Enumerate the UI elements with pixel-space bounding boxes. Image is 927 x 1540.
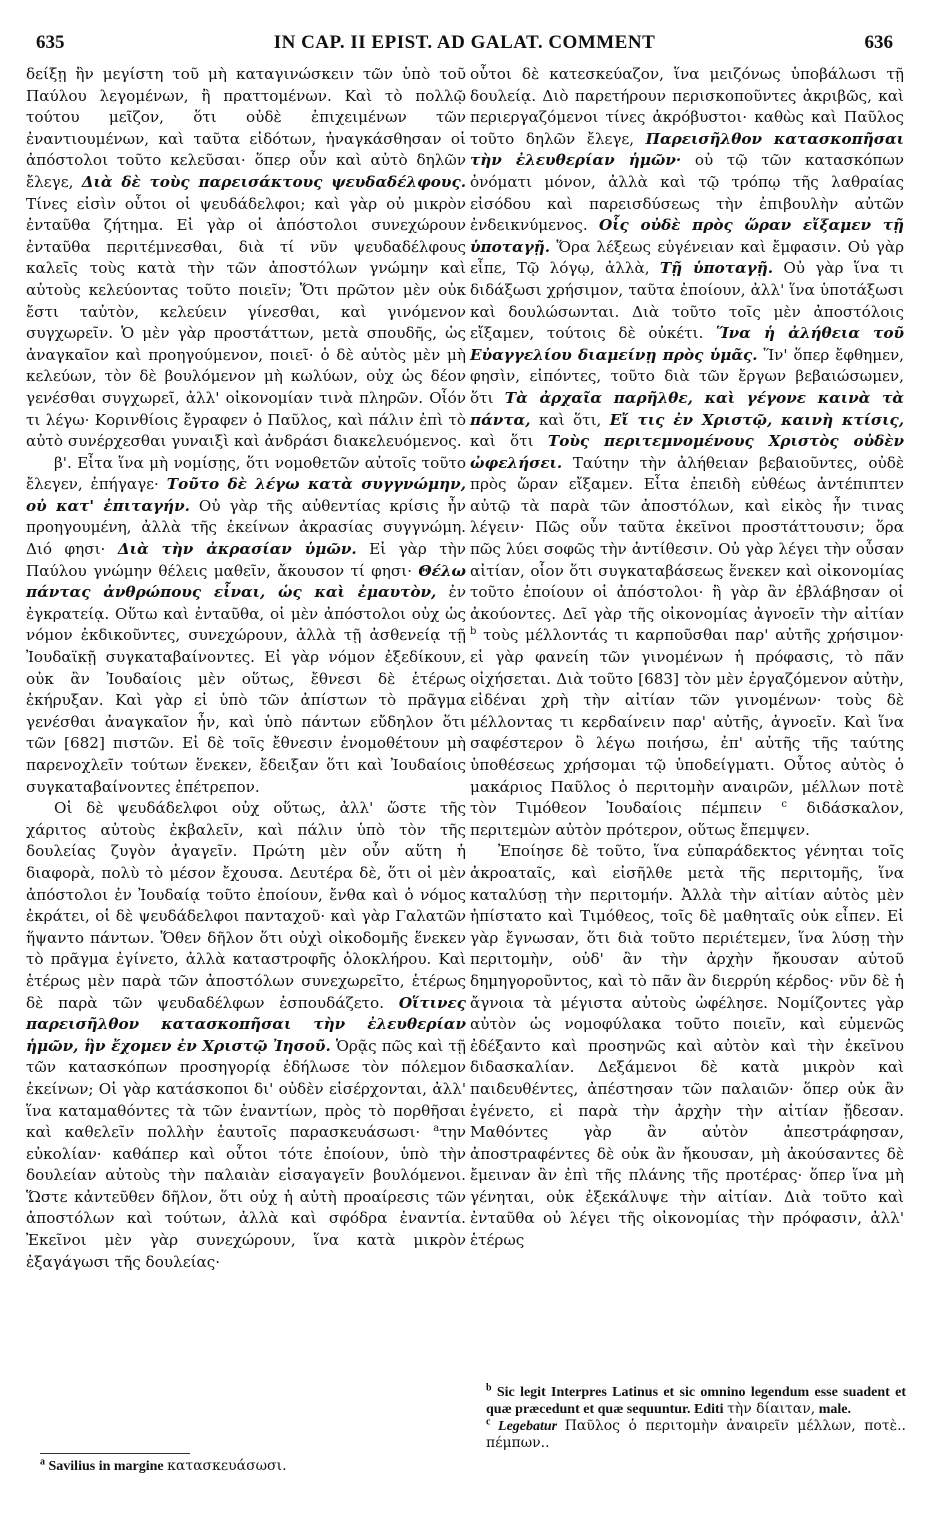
text-run: καὶ ὅτι, bbox=[530, 410, 610, 429]
scripture-quote: Τοὺς περιτεμνομένους Χριστὸς οὐδὲν ὠφελήσει. bbox=[470, 432, 905, 472]
footnote-text: Legebatur bbox=[490, 1419, 565, 1434]
footnote-marker: b bbox=[470, 626, 477, 638]
text-run: οὗτοι δὲ κατεσκεύαζον, ἵνα μειζόνως ὑποβάλωσι τῇ δουλείᾳ. Διὸ παρετήρουν περισκοποῦντες ἀκριβῶς, καὶ περιεργαζόμενοι τίνες ἀκρόβυστοι· καθὼς καὶ Παῦλος τοῦτο δηλῶν ἔλεγε, bbox=[470, 65, 904, 148]
running-title: IN CAP. II EPIST. AD GALAT. COMMENT bbox=[273, 32, 656, 53]
page-number-right: 636 bbox=[864, 32, 893, 53]
paragraph bbox=[26, 453, 466, 799]
right-column bbox=[470, 64, 904, 1252]
text-run: την εὐκολίαν· καθάπερ καὶ οὗτοι τότε ἐποίουν, ὑπὸ τὴν δουλείαν αὐτοὺς τὴν παλαιὰν εἰσαγαγεῖν βουλόμενοι. Ὥστε κἀντεῦθεν δῆλον, ὅτι οὐχ ἡ αὐτὴ προαίρεσις τῶν ἀποστόλων καὶ τούτων, ἀλλὰ καὶ σφόδρα ἐναντία. Ἐκεῖνοι μὲν γὰρ συνεχώρουν, ἵνα κατὰ μικρὸν ἐξαγάγωσι τῆς δουλείας· bbox=[26, 1123, 466, 1271]
scripture-quote: Τὰ ἀρχαῖα παρῆλθε, καὶ γέγονε καινὰ τὰ πάντα, bbox=[470, 388, 904, 429]
footnote-b bbox=[486, 1384, 906, 1418]
footnote-text: male. bbox=[815, 1402, 851, 1417]
text-run: καὶ ὅτι bbox=[470, 432, 548, 451]
left-column bbox=[26, 64, 466, 1273]
footnote-greek: κατασκευάσωσι. bbox=[167, 1458, 287, 1474]
footnote-greek: τὴν δίαιταν, bbox=[727, 1401, 816, 1417]
text-run: Οὐ γὰρ τῆς αὐθεντίας κρίσις ἦν προηγουμένη, ἀλλὰ τῆς ἐκείνων ἀκρασίας συγγνώμη. Διό φησι· bbox=[26, 496, 466, 559]
text-run: β'. Εἶτα ἵνα μὴ νομίσῃς, ὅτι νομοθετῶν αὐτοῖς τοῦτο ἔλεγεν, ἐπήγαγε· bbox=[26, 453, 466, 494]
text-run: Ταύτην τὴν ἀλήθειαν βεβαιοῦντες, οὐδὲ πρὸς ὥραν εἴξαμεν. Εἶτα ἐπειδὴ εὐθέως ἀντέπιπτεν αὐτῷ τὰ παρὰ τῶν ἀποστόλων, καὶ εἰκὸς ἦν τινας λέγειν· Πῶς οὖν ταῦτα ἐκεῖνοι προστάττουσιν; ὅρα πῶς λύει σοφῶς τὴν ἀντίθεσιν. Οὐ γὰρ λέγει τὴν οὖσαν αἰτίαν, οἷον ὅτι συγκαταβάσεως ἕνεκεν καὶ οἰκονομίας τοῦτο ἐποίουν οἱ ἀπόστολοι· ἢ γὰρ ἂν ἐβλάβησαν οἱ ἀκούοντες. Δεῖ γὰρ τῆς οἰκονομίας ἀγνοεῖν τὴν αἰτίαν bbox=[470, 453, 904, 623]
footnote-text: Savilius in margine bbox=[45, 1459, 168, 1474]
text-run: ἐν ἐγκρατείᾳ. Οὕτω καὶ ἐνταῦθα, οἱ μὲν ἀπόστολοι οὐχ ὡς νόμον ἐκδικοῦντες, συνεχώρουν, ἀλλὰ τῇ ἀσθενείᾳ τῇ Ἰουδαϊκῇ συγκαταβαίνοντες. Εἰ γὰρ νόμον ἐξεδίκουν, οὐκ ἂν Ἰουδαίοις μὲν οὕτως, ἔθνεσι δὲ ἑτέρως ἐκήρυξαν. Καὶ γὰρ εἰ ὑπὸ τῶν ἀπίστων τὸ πρᾶγμα γενέσθαι ἀναγκαῖον ἦν, καὶ ὑπὸ πάντων εὔδηλον ὅτι τῶν [682] πιστῶν. Εἰ δὲ τοῖς ἔθνεσιν ἐνομοθέτουν μὴ παρενοχλεῖν τούτων ἕνεκεν, ἔδειξαν ὅτι καὶ Ἰουδαίοις συγκαταβαίνοντες ἐπέτρεπον. bbox=[26, 583, 466, 796]
text-run: Τίνες εἰσὶν οὗτοι οἱ ψευδάδελφοι; καὶ γὰρ οὐ μικρὸν ἐνταῦθα ζήτημα. Εἰ γὰρ οἱ ἀπόστολοι συνεχώρουν ἐνταῦθα περιτέμνεσθαι, διὰ τί νῦν ψευδαδέλφους καλεῖς τοὺς κατὰ τὴν τῶν ἀποστόλων γνώμην καὶ αὐτοὺς κελεύοντας τοῦτο ποιεῖν; Ὅτι πρῶτον μὲν οὐκ ἔστι ταὐτὸν, κελεύειν γίνεσθαι, καὶ γινόμενον συγχωρεῖν. Ὁ μὲν γὰρ προστάττων, μετὰ σπουδῆς, ὡς ἀναγκαῖον καὶ προηγούμενον, ποιεῖ· ὁ δὲ αὐτὸς μὲν μὴ κελεύων, τὸν δὲ βουλόμενον μὴ κωλύων, οὐχ ὡς δέον γενέσθαι συγχωρεῖ, ἀλλ' οἰκονομίαν τινὰ πληρῶν. Οἷόν τι λέγω· Κορινθίοις ἔγραφεν ὁ Παῦλος, καὶ πάλιν ἐπὶ τὸ αὐτὸ συνέρχεσθαι γυναιξὶ καὶ ἀνδράσι διακελευόμενος. bbox=[26, 194, 466, 451]
scripture-quote: Τῇ ὑποταγῇ. bbox=[659, 259, 774, 278]
footnote-c bbox=[486, 1418, 906, 1452]
footnote-marker: a bbox=[40, 1456, 45, 1468]
text-run: Ἵν' ὅπερ ἔφθημεν, φησὶν, εἰπόντες, τοῦτο διὰ τῶν ἔργων βεβαιώσωμεν, ὅτι bbox=[470, 345, 905, 407]
footnote-marker: a bbox=[433, 1123, 440, 1135]
text-run: Οἱ δὲ ψευδάδελφοι οὐχ οὕτως, ἀλλ' ὥστε τῆς χάριτος αὐτοὺς ἐκβαλεῖν, καὶ πάλιν ὑπὸ τὸν τῆς δουλείας ζυγὸν ἀγαγεῖν. Πρώτη μὲν οὖν αὕτη ἡ διαφορὰ, πολὺ τὸ μέσον ἔχουσα. Δευτέρα δὲ, ὅτι οἱ μὲν ἀπόστολοι ἐν Ἰουδαίᾳ τοῦτο ἐποίουν, ἔνθα καὶ ὁ νόμος ἐκράτει, οἱ δὲ ψευδάδελφοι πανταχοῦ· καὶ γὰρ Γαλατῶν ἥψαντο πάντων. Ὅθεν δῆλον ὅτι οὐχὶ οἰκοδομῆς ἕνεκεν τὸ πρᾶγμα ἐγίνετο, ἀλλὰ καταστροφῆς ὁλοκλήρου. Καὶ ἑτέρως μὲν παρὰ τῶν ἀποστόλων συνεχωρεῖτο, ἑτέρως δὲ παρὰ τῶν ψευδαδέλφων ἐσπουδάζετο. bbox=[26, 799, 466, 1012]
paragraph bbox=[470, 64, 904, 841]
text-run: διδάσκαλον, περιτεμὼν αὐτὸν πρότερον, οὕτως ἔπεμψεν. bbox=[470, 799, 904, 839]
scripture-quote: Διὰ δὲ τοὺς παρεισάκτους ψευδαδέλφους. bbox=[81, 172, 466, 191]
scripture-quote: Οἵτινες παρεισῆλθον κατασκοπῆσαι τὴν ἐλευθερίαν ἡμῶν, ἣν ἔχομεν ἐν Χριστῷ Ἰησοῦ. bbox=[26, 993, 466, 1055]
text-run: Εἰ γὰρ τὴν Παύλου γνώμην θέλεις μαθεῖν, ἄκουσον τί φησι· bbox=[26, 540, 466, 580]
scripture-quote: Εἴ τις ἐν Χριστῷ, καινὴ κτίσις, bbox=[609, 410, 905, 429]
scripture-quote: Ἵνα ἡ ἀλήθεια τοῦ Εὐαγγελίου διαμείνῃ πρὸς ὑμᾶς. bbox=[470, 324, 904, 364]
text-run: δείξῃ ἣν μεγίστη τοῦ μὴ καταγινώσκειν τῶν ὑπὸ τοῦ Παύλου λεγομένων, ἢ πραττομένων. Καὶ τὸ πολλῷ τούτου μεῖζον, ὅτι οὐδὲ ἐπιχειμένων τῶν ἐναντιουμένων, καὶ ταῦτα εἰδότων, ἠναγκάσθησαν οἱ ἀπόστολοι τοῦτο κελεῦσαι· ὅπερ οὖν καὶ αὐτὸ δηλῶν ἔλεγε, bbox=[26, 65, 466, 191]
footnotes-left bbox=[40, 1447, 460, 1475]
scripture-quote: Παρεισῆλθον κατασκοπῆσαι τὴν ἐλευθερίαν ἡμῶν· bbox=[470, 129, 904, 170]
footnote-greek: Παῦλος ὁ περιτομὴν ἀναιρεῖν μέλλων, ποτὲ.. πέμπων.. bbox=[486, 1418, 906, 1451]
scripture-quote: Οἷς οὐδὲ πρὸς ὥραν εἴξαμεν τῇ ὑποταγῇ. bbox=[470, 216, 904, 256]
scripture-quote: Θέλω πάντας ἀνθρώπους εἶναι, ὡς καὶ ἐμαυτὸν, bbox=[26, 561, 466, 602]
scripture-quote: Τοῦτο δὲ λέγω κατὰ συγγνώμην, οὐ κατ' ἐπιταγήν. bbox=[26, 475, 466, 515]
text-run: Ὅρα λέξεως εὐγένειαν καὶ ἔμφασιν. Οὐ γὰρ εἶπε, Τῷ λόγῳ, ἀλλὰ, bbox=[470, 237, 904, 278]
page-header bbox=[36, 32, 893, 58]
page-number-left: 635 bbox=[36, 32, 65, 53]
paragraph bbox=[26, 798, 466, 1273]
footnote-marker: c bbox=[781, 799, 788, 811]
text-run: Οὐ γὰρ ἵνα τι διδάξωσι χρήσιμον, ταῦτα ἐποίουν, ἀλλ' ἵνα ὑποτάξωσι καὶ δουλώσωνται. Διὰ τοῦτο τοῖς μὲν ἀποστόλοις εἴξαμεν, τούτοις δὲ οὐκέτι. bbox=[470, 259, 904, 343]
footnote-divider bbox=[40, 1453, 190, 1454]
footnotes-right bbox=[486, 1384, 906, 1452]
footnote-a bbox=[40, 1458, 460, 1475]
text-run: Ὁρᾷς πῶς καὶ τῇ τῶν κατασκόπων προσηγορίᾳ ἐδήλωσε τὸν πόλεμον ἐκείνων; Οἱ γὰρ κατάσκοποι δι' οὐδὲν εἰσέρχονται, ἀλλ' ἵνα καταμαθόντες τὰ τῶν ἐναντίων, πρὸς τὸ πορθῆσαι καὶ καθελεῖν πολλὴν ἑαυτοῖς παρασκευάσωσι· bbox=[26, 1036, 466, 1142]
text-run: τοὺς μέλλοντάς τι καρποῦσθαι παρ' αὐτῆς χρήσιμον· εἰ γὰρ φανείη τῶν γινομένων ἡ πρόφασις, τὸ πᾶν οἰχήσεται. Διὰ τοῦτο [683] τὸν μὲν ἐργαζόμενον αὐτὴν, εἰδέναι χρὴ τὴν αἰτίαν τῶν γινομένων· τοὺς δὲ μέλλοντας τι κερδαίνειν παρ' αὐτῆς, ἀγνοεῖν. Καὶ ἵνα σαφέστερον ὃ λέγω ποιήσω, ἐπ' αὐτῆς τῆς ταύτης ὑποθέσεως χρήσομαι τῷ ὑποδείγματι. Οὗτος αὐτὸς ὁ μακάριος Παῦλος ὁ περιτομὴν αναιρῶν, μέλλων ποτὲ τὸν Τιμόθεον Ἰουδαίοις πέμπειν bbox=[470, 626, 904, 818]
scripture-quote: Διὰ τὴν ἀκρασίαν ὑμῶν. bbox=[117, 540, 357, 559]
footnote-text: Sic legit Interpres Latinus et sic omnino legendum esse suadent et quæ præcedunt et quæ sequuntur. Editi bbox=[486, 1385, 906, 1417]
paragraph: Ἐποίησε δὲ τοῦτο, ἵνα εὐπαράδεκτος γένηται τοῖς ἀκροαταῖς, καὶ εἰσῆλθε μετὰ τῆς περιτομῆς, ἵνα καταλύσῃ τὴν περιτομήν. Ἀλλὰ τὴν αἰτίαν αὐτὸς μὲν ἠπίστατο καὶ Τιμόθεος, τοῖς δὲ μαθηταῖς οὐκ εἶπεν. Εἰ γὰρ ἔγνωσαν, ὅτι διὰ τοῦτο περιέτεμεν, ἵνα λύσῃ τὴν περιτομὴν, οὐδ' ἂν τὴν ἀρχὴν ἤκουσαν αὐτοῦ δημηγοροῦντος, καὶ τὸ πᾶν ἂν διερρύη κέρδος· νῦν δὲ ἡ ἄγνοια τὰ μέγιστα αὐτοὺς ὠφέλησε. Νομίζοντες γὰρ αὐτὸν ὡς νομοφύλακα τοῦτο ποιεῖν, καὶ εὐμενῶς ἐδέξαντο καὶ προσηνῶς καὶ αὐτὸν καὶ τὴν ἐκεῖνου διδασκαλίαν. Δεξάμενοι δὲ κατὰ μικρὸν καὶ παιδευθέντες, ἀπέστησαν τῶν παλαιῶν· ὅπερ οὐκ ἂν ἐγένετο, εἰ παρὰ τὴν ἀρχὴν τὴν αἰτίαν ᾔδεσαν. Μαθόντες γὰρ ἂν αὐτὸν ἀπεστράφησαν, ἀποστραφέντες δὲ οὐκ ἂν ἤκουσαν, μὴ ἀκούσαντες δὲ ἔμειναν ἂν ἐπὶ τῆς πλάνης τῆς προτέρας· ὅπερ ἵνα μὴ γένηται, οὐκ ἐξεκάλυψε τὴν αἰτίαν. Διὰ τοῦτο καὶ ἐνταῦθα οὐ λέγει τῆς οἰκονομίας τὴν πρόφασιν, ἀλλ' ἑτέρως bbox=[470, 842, 904, 1250]
text-run: οὐ τῷ τῶν κατασκόπων ὀνόματι μόνον, ἀλλὰ καὶ τῷ τρόπῳ τῆς λαθραίας εἰσόδου καὶ παρεισδύσεως τὴν ἐπιβουλὴν αὐτῶν ἐνδεικνύμενος. bbox=[470, 151, 904, 235]
footnote-marker: b bbox=[486, 1382, 492, 1394]
footnote-marker: c bbox=[486, 1416, 491, 1428]
paragraph bbox=[26, 64, 466, 453]
